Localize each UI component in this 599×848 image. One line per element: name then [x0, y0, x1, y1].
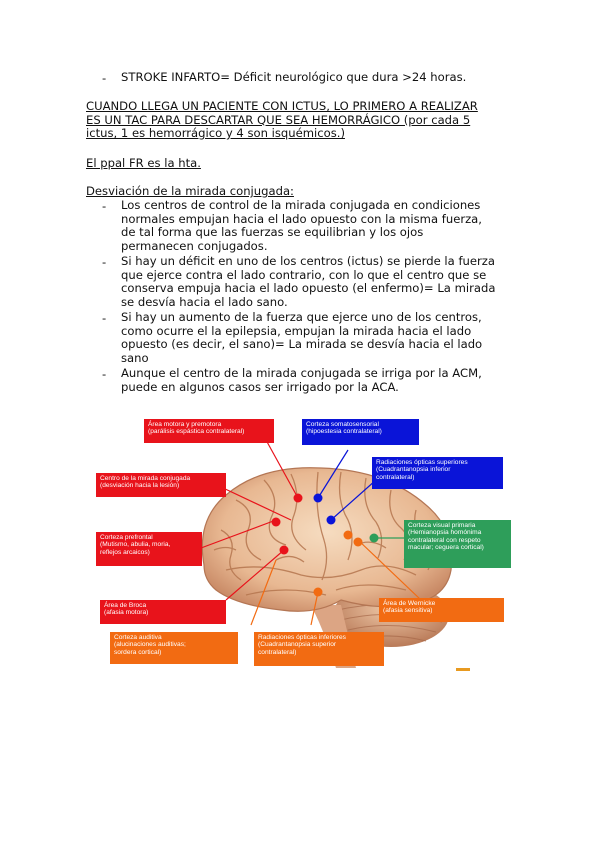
label-line: sordera cortical)	[114, 648, 162, 656]
label-line: contralateral con respeto	[408, 536, 481, 544]
bullet-dash: -	[102, 311, 107, 325]
label-line: (Cuadrantanopsia superior	[258, 641, 337, 649]
text-line: opuesto (es decir, el sano)= La mirada se desvía hacia el lado	[121, 337, 483, 352]
section-title: Desviación de la mirada conjugada:	[86, 184, 294, 198]
text-line: Si hay un déficit en uno de los centros (ictus) se pierde la fuerza	[121, 254, 495, 268]
broca-label	[100, 600, 226, 624]
figure-mark	[456, 668, 470, 671]
auditory-cortex-label	[110, 632, 238, 664]
label-line: Corteza auditiva	[114, 634, 162, 641]
auditory-dot	[354, 538, 363, 547]
optic-inferior-label	[254, 632, 384, 666]
label-line: Área motora y premotora	[148, 421, 222, 428]
ictus-note-line: ES UN TAC PARA DESCARTAR QUE SEA HEMORRÁGICO (por cada 5	[86, 112, 471, 127]
text-line: como ocurre el la epilepsia, empujan la mirada hacia el lado	[121, 323, 472, 338]
label-line: (hipoestesia contralateral)	[306, 428, 382, 436]
text-line: Si hay un aumento de la fuerza que ejerce uno de los centros,	[121, 310, 482, 324]
text-line: normales empujan hacia el lado opuesto con la misma fuerza,	[121, 211, 482, 226]
label-line: macular; ceguera cortical)	[408, 544, 484, 552]
list-item-text	[121, 199, 521, 253]
label-line: Corteza prefrontal	[100, 534, 153, 541]
text-line: Los centros de control de la mirada conjugada en condiciones	[121, 198, 481, 212]
ictus-note-line: CUANDO LLEGA UN PACIENTE CON ICTUS, LO PRIMERO A REALIZAR	[86, 99, 478, 113]
sensory-area-dot	[314, 494, 323, 503]
label-line: Corteza somatosensorial	[306, 421, 379, 428]
text-line: de tal forma que las fuerzas se equilibrian y los ojos	[121, 225, 424, 240]
label-line: (alucinaciones auditivas;	[114, 641, 186, 649]
text-line: conserva empuja hacia el lado opuesto (el enfermo)= La mirada	[121, 281, 496, 296]
motor-area-dot	[294, 494, 303, 503]
list-item-text	[121, 367, 521, 394]
prefrontal-label	[96, 532, 202, 566]
text-line: se desvía hacia el lado sano.	[121, 294, 288, 309]
text-line: puede en algunos casos ser irrigado por la ACA.	[121, 379, 399, 394]
text-line: que ejerce contra el lado contrario, con lo que el centro que se	[121, 267, 487, 282]
label-line: Área de Wernicke	[383, 600, 436, 607]
text-line: Aunque el centro de la mirada conjugada se irriga por la ACM,	[121, 366, 482, 380]
visual-cortex-dot	[370, 534, 379, 543]
gaze-center-dot	[272, 518, 281, 527]
bullet-dash: -	[102, 367, 107, 381]
ictus-note-line: ictus, 1 es hemorrágico y 4 son isquémicos.)	[86, 126, 345, 141]
label-line: (afasia sensitiva)	[383, 607, 433, 615]
label-line: (parálisis espástica contralateral)	[148, 428, 245, 436]
label-line: Centro de la mirada conjugada	[100, 475, 191, 482]
bullet-dash: -	[102, 71, 107, 85]
label-line: contralateral)	[376, 473, 415, 481]
label-line: reflejos arcaicos)	[100, 548, 150, 556]
gaze-center-label	[96, 473, 226, 497]
label-line: contralateral)	[258, 648, 297, 656]
label-line: Radiaciones ópticas superiores	[376, 459, 468, 466]
ictus-note	[86, 100, 516, 141]
wernicke-dot	[344, 531, 353, 540]
risk-factor-note: El ppal FR es la hta.	[86, 156, 201, 170]
text-line: sano	[121, 350, 149, 365]
label-line: (afasia motora)	[104, 609, 149, 617]
motor-area-label	[144, 419, 274, 443]
text-line: permanecen conjugados.	[121, 238, 268, 253]
optic-inferior-dot	[314, 588, 323, 597]
optic-superior-label	[372, 457, 503, 489]
bullet-dash: -	[102, 199, 107, 213]
label-line: (Hemianopsia homónima	[408, 529, 482, 537]
optic-superior-dot	[327, 516, 336, 525]
label-line: Corteza visual primaria	[408, 522, 476, 529]
sensory-cortex-label	[302, 419, 419, 445]
label-line: Área de Broca	[104, 602, 147, 609]
brain-diagram	[86, 410, 517, 675]
wernicke-label	[379, 598, 504, 622]
visual-cortex-label	[404, 520, 511, 568]
label-line: (Mutismo, abulia, moria,	[100, 541, 171, 549]
bullet-dash: -	[102, 255, 107, 269]
label-line: Radiaciones ópticas inferiores	[258, 634, 346, 641]
broca-dot	[280, 546, 289, 555]
label-line: (desviación hacia la lesión)	[100, 482, 180, 490]
stroke-definition: STROKE INFARTO= Déficit neurológico que dura >24 horas.	[121, 70, 467, 84]
list-item-text	[121, 311, 521, 365]
label-line: (Cuadrantanopsia inferior	[376, 466, 451, 474]
list-item-text	[121, 255, 521, 309]
